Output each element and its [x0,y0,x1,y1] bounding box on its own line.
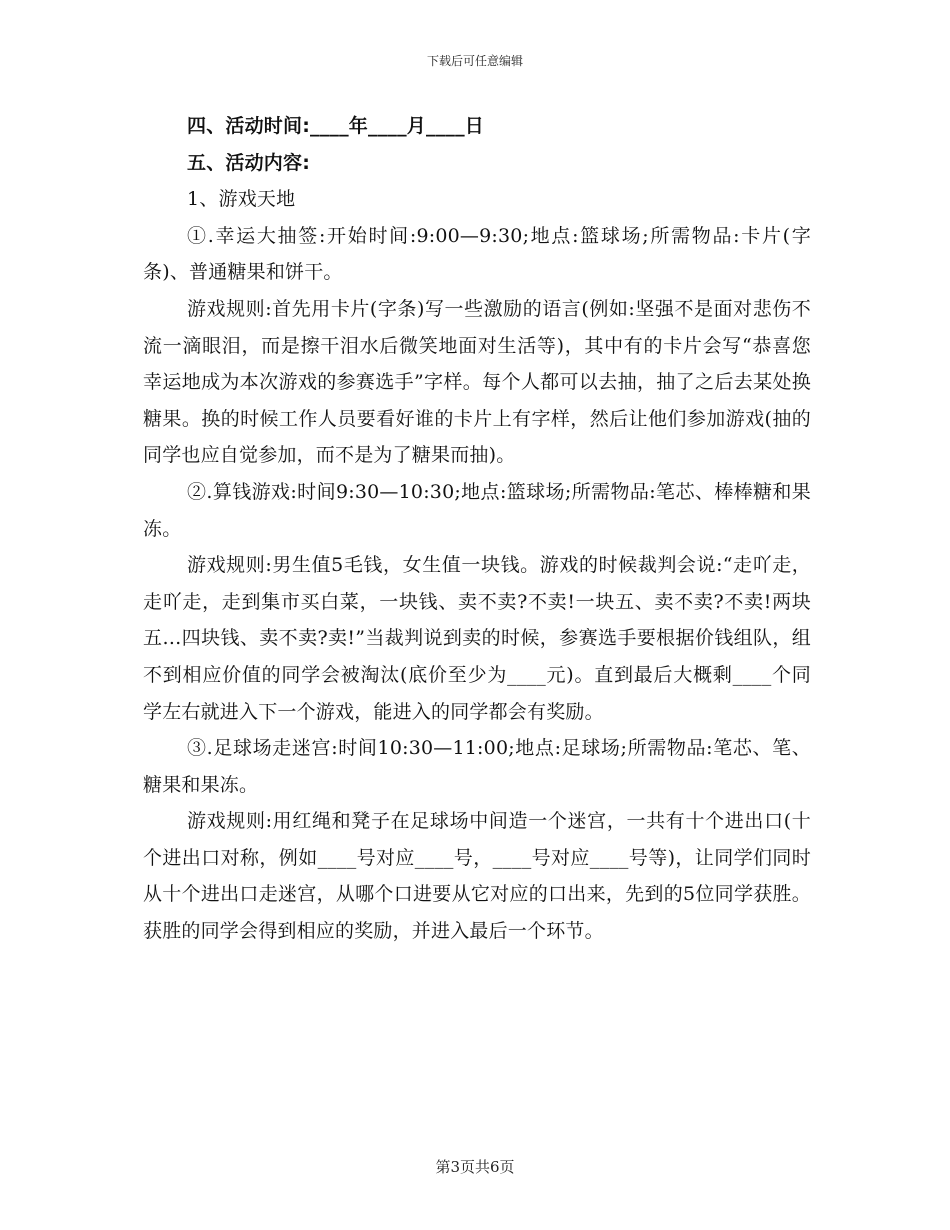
section-title-games: 1、游戏天地 [187,188,296,211]
paragraph-lucky-draw: ①.幸运大抽签:开始时间:9:00—9:30;地点:篮球场;所需物品:卡片(字条)、普通糖果和饼干。 [143,224,811,284]
paragraph-maze-game-rules: 游戏规则:用红绳和凳子在足球场中间造一个迷宫，一共有十个进出口(十个进出口对称，例如____号对应____号，____号对应____号等)，让同学们同时从十个进出口走迷宫，从哪个口进要从它对应的口出来，先到的5位同学获胜。获胜的同学会得到相应的奖励，并进入最后一个环节。 [143,810,811,943]
heading-activity-time: 四、活动时间:____年____月____日 [187,115,484,137]
page-header: 下载后可任意编辑 [426,54,523,68]
paragraph-lucky-draw-rules: 游戏规则:首先用卡片(字条)写一些激励的语言(例如:坚强不是面对悲伤不流一滴眼泪，而是擦干泪水后微笑地面对生活等)，其中有的卡片会写“恭喜您幸运地成为本次游戏的参赛选手”字样。每个人都可以去抽，抽了之后去某处换糖果。换的时候工作人员要看好谁的卡片上有字样，然后让他们参加游戏(抽的同学也应自觉参加，而不是为了糖果而抽)。 [143,297,811,467]
page-footer: 第3页共6页 [435,1158,515,1176]
paragraph-money-game-rules: 游戏规则:男生值5毛钱，女生值一块钱。游戏的时候裁判会说:“走吖走，走吖走，走到集市买白菜，一块钱、卖不卖?不卖!一块五、卖不卖?不卖!两块五…四块钱、卖不卖?卖!”当裁判说到卖的时候，参赛选手要根据价钱组队，组不到相应价值的同学会被淘汰(底价至少为____元)。直到最后大概剩____个同学左右就进入下一个游戏，能进入的同学都会有奖励。 [143,554,811,723]
paragraph-maze-game: ③.足球场走迷宫:时间10:30—11:00;地点:足球场;所需物品:笔芯、笔、糖果和果冻。 [143,737,811,796]
document-body [143,108,811,950]
paragraph-money-game: ②.算钱游戏:时间9:30—10:30;地点:篮球场;所需物品:笔芯、棒棒糖和果冻。 [143,480,811,540]
heading-activity-content: 五、活动内容: [187,151,310,174]
